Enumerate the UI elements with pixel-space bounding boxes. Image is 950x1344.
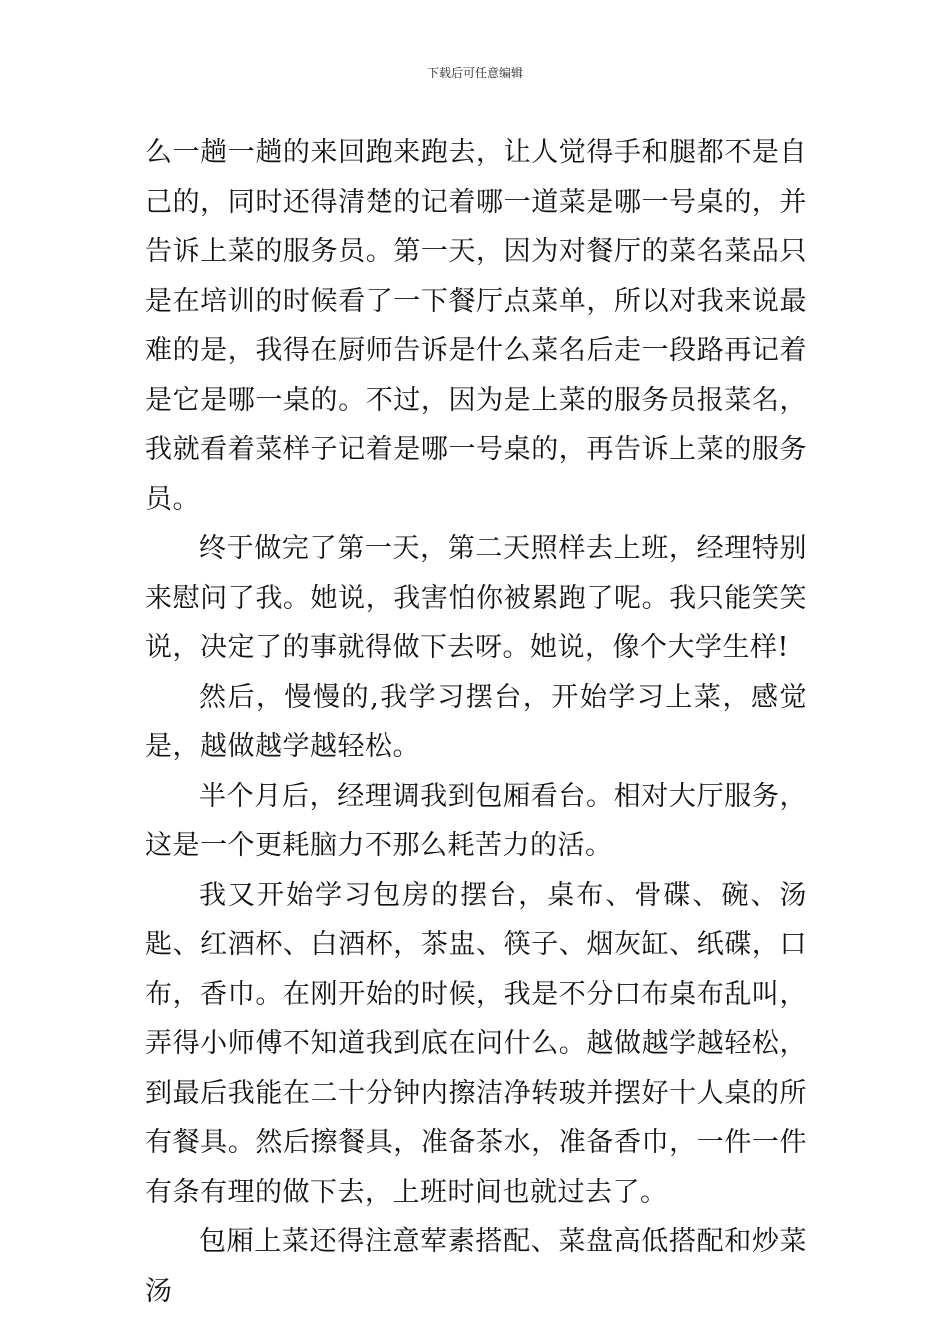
paragraph: 然后，慢慢的,我学习摆台，开始学习上菜，感觉是，越做越学越轻松。 xyxy=(145,681,807,762)
paragraph: 半个月后，经理调我到包厢看台。相对大厅服务，这是一个更耗脑力不那么耗苦力的活。 xyxy=(145,780,807,861)
paragraph: 终于做完了第一天，第二天照样去上班，经理特别来慰问了我。她说，我害怕你被累跑了呢。我只能笑笑说，决定了的事就得做下去呀。她说，像个大学生样! xyxy=(145,533,807,663)
paragraph: 么一趟一趟的来回跑来跑去，让人觉得手和腿都不是自己的，同时还得清楚的记着哪一道菜是哪一号桌的，并告诉上菜的服务员。第一天，因为对餐厅的菜名菜品只是在培训的时候看了一下餐厅点菜单，所以对我来说最难的是，我得在厨师告诉是什么菜名后走一段路再记着是它是哪一桌的。不过，因为是上菜的服务员报菜名，我就看着菜样子记着是哪一号桌的，再告诉上菜的服务员。 xyxy=(145,137,807,515)
page-header: 下载后可任意编辑 xyxy=(426,66,523,80)
paragraph: 我又开始学习包房的摆台，桌布、骨碟、碗、汤匙、红酒杯、白酒杯，茶盅、筷子、烟灰缸、纸碟，口布，香巾。在刚开始的时候，我是不分口布桌布乱叫，弄得小师傅不知道我到底在问什么。越做越学越轻松，到最后我能在二十分钟内擦洁净转玻并摆好十人桌的所有餐具。然后擦餐具，准备茶水，准备香巾，一件一件有条有理的做下去，上班时间也就过去了。 xyxy=(145,879,807,1208)
document-body xyxy=(145,128,807,1316)
paragraph: 包厢上菜还得注意荤素搭配、菜盘高低搭配和炒菜汤 xyxy=(145,1226,807,1307)
